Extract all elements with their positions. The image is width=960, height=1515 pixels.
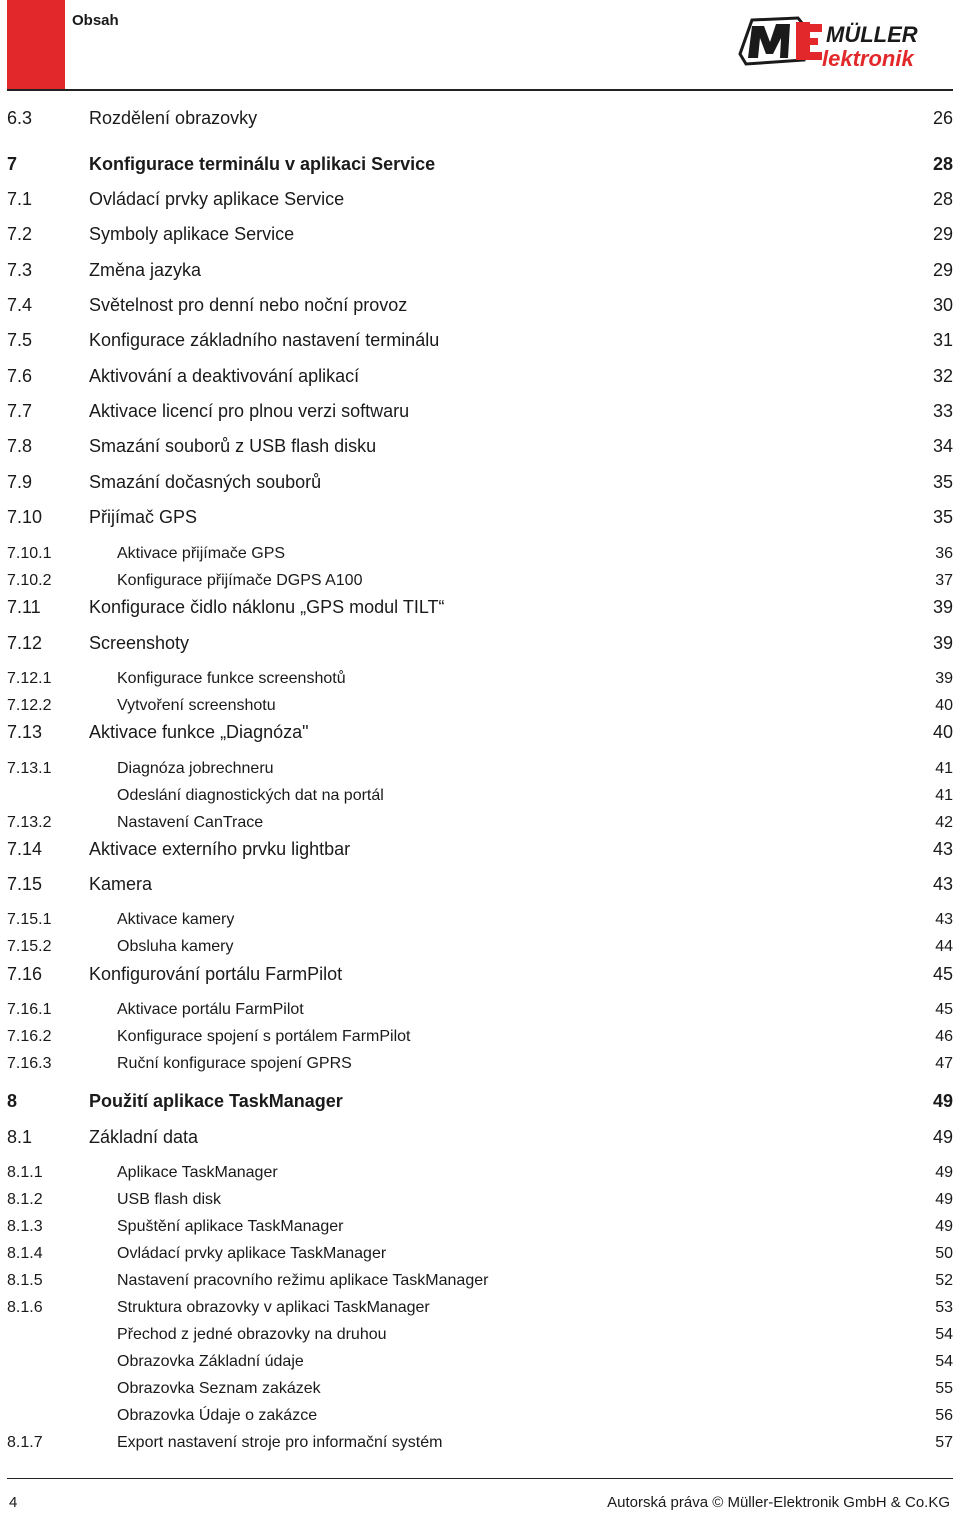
toc-entry[interactable] [0,1237,960,1265]
toc-entry-page: 40 [935,697,953,714]
toc-entry-title: Přechod z jedné obrazovky na druhou [117,1326,387,1343]
toc-entry-number: 7.4 [7,295,33,315]
toc-entry[interactable] [0,184,960,212]
toc-entry-title: Konfigurace základního nastavení terminálu [89,330,440,350]
toc-entry[interactable] [0,1020,960,1048]
toc-entry[interactable] [0,149,960,177]
toc-entry-page: 40 [932,722,953,742]
page-header [0,0,960,90]
toc-entry-number: 8.1.3 [7,1218,43,1235]
toc-entry-title: Nastavení CanTrace [117,814,264,831]
toc-entry-title: Konfigurace přijímače DGPS A100 [117,572,363,589]
toc-entry-page: 43 [932,839,953,859]
toc-entry-page: 35 [932,472,953,492]
toc-entry[interactable] [0,903,960,931]
toc-entry-page: 49 [932,1091,953,1111]
toc-entry-number: 7.7 [7,401,33,421]
toc-entry-number: 7.12.2 [7,697,52,714]
toc-entry[interactable] [0,537,960,565]
toc-entry-title: Vytvoření screenshotu [117,697,276,714]
toc-entry-title: Aktivace licencí pro plnou verzi softwaru [89,401,410,421]
toc-entry-page: 49 [935,1191,953,1208]
toc-entry[interactable] [0,779,960,807]
toc-entry-number: 7.8 [7,436,33,456]
toc-entry-page: 29 [932,260,953,280]
toc-entry-page: 41 [935,787,953,804]
toc-entry-title: Obsluha kamery [117,938,234,955]
toc-entry[interactable] [0,628,960,656]
toc-entry[interactable] [0,930,960,958]
toc-entry-page: 36 [935,545,953,562]
toc-entry-page: 30 [932,295,953,315]
toc-entry-page: 26 [932,108,953,128]
toc-entry-title: Aktivace kamery [117,911,235,928]
toc-entry-page: 39 [932,597,953,617]
toc-entry-title: Konfigurace terminálu v aplikaci Service [89,154,436,174]
toc-entry-number: 7.5 [7,330,33,350]
toc-entry-title: Nastavení pracovního režimu aplikace TaskManager [117,1272,489,1289]
toc-entry-page: 55 [935,1380,953,1397]
toc-entry-title: Aktivace portálu FarmPilot [117,1001,304,1018]
toc-entry-number: 7.13.2 [7,814,52,831]
toc-entry-page: 54 [935,1353,953,1370]
toc-entry[interactable] [0,689,960,717]
toc-entry-title: Světelnost pro denní nebo noční provoz [89,295,408,315]
toc-entry-number: 7.2 [7,224,33,244]
toc-entry[interactable] [0,290,960,318]
toc-entry[interactable] [0,717,960,745]
toc-entry[interactable] [0,806,960,834]
toc-entry-title: Rozdělení obrazovky [89,108,258,128]
toc-entry-title: USB flash disk [117,1191,222,1208]
toc-entry-title: Ruční konfigurace spojení GPRS [117,1055,352,1072]
toc-entry-page: 49 [932,1127,953,1147]
header-divider [7,89,953,91]
toc-entry[interactable] [0,1318,960,1346]
toc-entry-title: Přijímač GPS [89,507,198,527]
toc-entry-title: Obrazovka Základní údaje [117,1353,304,1370]
toc-entry-page: 52 [935,1272,953,1289]
toc-entry-number: 7.16.3 [7,1055,52,1072]
toc-entry-page: 50 [935,1245,953,1262]
toc-entry-title: Odeslání diagnostických dat na portál [117,787,384,804]
toc-entry[interactable] [0,1426,960,1454]
toc-entry[interactable] [0,869,960,897]
toc-entry-page: 29 [932,224,953,244]
toc-entry-number: 6.3 [7,108,33,128]
toc-entry-number: 7.15.1 [7,911,52,928]
toc-entry[interactable] [0,467,960,495]
toc-entry-title: Diagnóza jobrechneru [117,760,274,777]
toc-entry[interactable] [0,361,960,389]
copyright-notice: Autorská práva © Müller-Elektronik GmbH & Co.KG [607,1494,950,1511]
toc-entry-title: Spuštění aplikace TaskManager [117,1218,344,1235]
toc-entry-number: 8.1.1 [7,1164,43,1181]
toc-entry-number: 7.13 [7,722,43,742]
toc-entry[interactable] [0,834,960,862]
toc-entry[interactable] [0,1399,960,1427]
toc-entry-title: Export nastavení stroje pro informační systém [117,1434,443,1451]
mueller-elektronik-logo [738,14,950,76]
toc-entry-number: 7.10.1 [7,545,52,562]
toc-entry[interactable] [0,1264,960,1292]
toc-entry-number: 8.1.2 [7,1191,43,1208]
toc-entry-number: 7.11 [7,597,41,617]
toc-entry-page: 42 [935,814,953,831]
toc-entry-number: 7 [7,154,18,174]
toc-entry[interactable] [0,1345,960,1373]
toc-entry[interactable] [0,325,960,353]
toc-entry-title: Symboly aplikace Service [89,224,295,244]
toc-entry-number: 7.10.2 [7,572,52,589]
toc-entry-page: 53 [935,1299,953,1316]
toc-entry-title: Struktura obrazovky v aplikaci TaskManager [117,1299,430,1316]
header-accent-block [7,0,65,89]
toc-entry[interactable] [0,502,960,530]
toc-entry[interactable] [0,752,960,780]
toc-entry[interactable] [0,959,960,987]
toc-entry-page: 43 [932,874,953,894]
toc-entry-title: Ovládací prvky aplikace TaskManager [117,1245,387,1262]
toc-entry-title: Konfigurace funkce screenshotů [117,670,346,687]
toc-entry-page: 56 [935,1407,953,1424]
toc-entry-title: Použití aplikace TaskManager [89,1091,343,1111]
toc-entry-number: 7.13.1 [7,760,52,777]
toc-entry-number: 8 [7,1091,18,1111]
toc-entry-page: 28 [932,154,953,174]
toc-entry-page: 35 [932,507,953,527]
toc-entry[interactable] [0,592,960,620]
toc-entry-page: 49 [935,1164,953,1181]
toc-entry[interactable] [0,1122,960,1150]
toc-entry[interactable] [0,103,960,131]
toc-entry[interactable] [0,255,960,283]
toc-entry[interactable] [0,1047,960,1075]
toc-entry-page: 39 [932,633,953,653]
page-title: Obsah [72,12,119,29]
toc-entry-number: 8.1.7 [7,1434,43,1451]
toc-entry[interactable] [0,1086,960,1114]
page-number: 4 [9,1494,18,1511]
toc-entry-number: 7.6 [7,366,33,386]
toc-entry-page: 45 [932,964,953,984]
toc-entry[interactable] [0,1156,960,1184]
toc-entry-page: 32 [932,366,953,386]
toc-entry-page: 31 [932,330,953,350]
toc-entry-title: Změna jazyka [89,260,202,280]
toc-entry-number: 8.1 [7,1127,33,1147]
toc-entry-page: 34 [932,436,953,456]
toc-entry-number: 8.1.4 [7,1245,43,1262]
toc-entry[interactable] [0,431,960,459]
toc-entry-number: 7.16.2 [7,1028,52,1045]
toc-entry-title: Konfigurování portálu FarmPilot [89,964,343,984]
toc-entry[interactable] [0,1210,960,1238]
toc-entry-title: Aplikace TaskManager [117,1164,278,1181]
toc-entry-title: Aktivace externího prvku lightbar [89,839,351,859]
toc-entry-title: Aktivování a deaktivování aplikací [89,366,360,386]
toc-entry-title: Konfigurace čidlo náklonu „GPS modul TILT“ [89,597,445,617]
toc-entry-page: 39 [935,670,953,687]
toc-entry-title: Základní data [89,1127,199,1147]
toc-entry-page: 54 [935,1326,953,1343]
toc-entry-title: Smazání souborů z USB flash disku [89,436,377,456]
toc-entry-page: 45 [935,1001,953,1018]
toc-entry[interactable] [0,1291,960,1319]
toc-entry[interactable] [0,662,960,690]
toc-entry-title: Smazání dočasných souborů [89,472,322,492]
toc-entry[interactable] [0,993,960,1021]
toc-entry-page: 33 [932,401,953,421]
toc-entry-number: 8.1.5 [7,1272,43,1289]
toc-entry-number: 7.12.1 [7,670,52,687]
toc-entry-title: Screenshoty [89,633,190,653]
toc-entry-number: 7.14 [7,839,43,859]
toc-entry-title: Kamera [89,874,153,894]
toc-entry-number: 7.16 [7,964,43,984]
toc-entry-page: 41 [935,760,953,777]
toc-entry-number: 7.1 [7,189,33,209]
toc-entry-title: Ovládací prvky aplikace Service [89,189,345,209]
toc-entry-page: 43 [935,911,953,928]
toc-entry-number: 7.16.1 [7,1001,52,1018]
toc-entry[interactable] [0,1183,960,1211]
toc-entry-title: Obrazovka Údaje o zakázce [117,1407,318,1424]
toc-entry-page: 57 [935,1434,953,1451]
toc-entry-page: 49 [935,1218,953,1235]
toc-entry-page: 44 [935,938,953,955]
toc-entry-title: Aktivace přijímače GPS [117,545,286,562]
toc-entry-number: 7.12 [7,633,43,653]
toc-entry[interactable] [0,564,960,592]
toc-entry[interactable] [0,219,960,247]
footer-divider [7,1478,953,1479]
toc-entry[interactable] [0,396,960,424]
toc-entry-page: 37 [935,572,953,589]
toc-entry-number: 8.1.6 [7,1299,43,1316]
toc-entry-number: 7.9 [7,472,33,492]
toc-entry-title: Konfigurace spojení s portálem FarmPilot [117,1028,411,1045]
toc-entry-number: 7.10 [7,507,43,527]
toc-entry-number: 7.15.2 [7,938,52,955]
toc-entry-number: 7.15 [7,874,43,894]
logo-text-top: MÜLLER [826,22,918,47]
logo-text-bottom: lektronik [822,46,914,71]
toc-entry-page: 46 [935,1028,953,1045]
toc-entry-page: 28 [932,189,953,209]
toc-entry-title: Aktivace funkce „Diagnóza" [89,722,309,742]
toc-entry-page: 47 [935,1055,953,1072]
toc-entry-title: Obrazovka Seznam zakázek [117,1380,321,1397]
toc-entry-number: 7.3 [7,260,33,280]
toc-entry[interactable] [0,1372,960,1400]
